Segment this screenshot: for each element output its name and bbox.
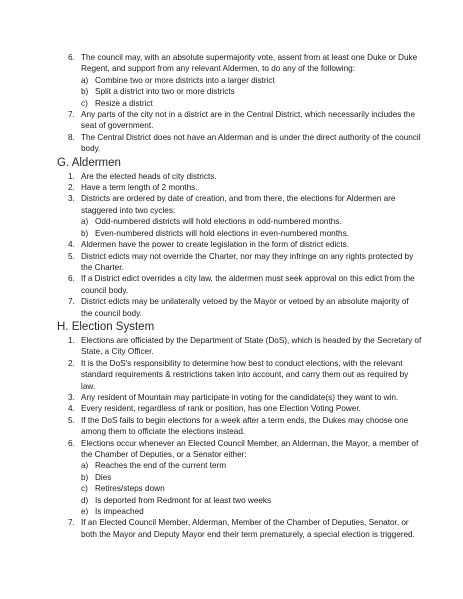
list-item-number: a) — [81, 75, 89, 85]
list-item-number: 7. — [68, 297, 75, 307]
list-item-text: If a District edict overrides a city law, the aldermen must seek approval on this edict from the council body. — [81, 274, 415, 295]
list-item-text: If an Elected Council Member, Alderman, Member of the Chamber of Deputies, Senator, or both the Mayor and Deputy Mayor end their term prematurely, a special election is triggered. — [81, 518, 415, 539]
list-item — [62, 403, 422, 414]
sub-list-item — [62, 483, 422, 494]
list-item — [62, 239, 422, 250]
sub-list-item — [62, 98, 422, 109]
list-item — [62, 438, 422, 461]
list-item — [62, 193, 422, 216]
list-item — [62, 273, 422, 296]
list-item-text: Elections are officiated by the Department of State (DoS), which is headed by the Secretary of State, a City Officer. — [81, 335, 422, 357]
list-item-text: Have a term length of 2 months. — [81, 183, 198, 193]
list-item-number: 3. — [68, 392, 75, 402]
list-item-text: Are the elected heads of city districts. — [81, 171, 217, 181]
list-item-number: 1. — [68, 335, 75, 345]
list-item-number: 8. — [68, 132, 75, 142]
section-1 — [57, 156, 422, 319]
sub-list-item — [62, 228, 422, 239]
list-item-number: 5. — [68, 415, 75, 425]
list-item-number: 2. — [68, 358, 75, 368]
list-item-number: c) — [81, 98, 88, 108]
list-item-number: a) — [81, 217, 89, 227]
list-item-number: b) — [81, 472, 89, 482]
sub-list-item — [62, 216, 422, 227]
sub-list-item — [62, 506, 422, 517]
list-item-number: 6. — [68, 438, 75, 448]
list-item-text: Aldermen have the power to create legislation in the form of district edicts. — [81, 240, 350, 250]
list-item-text: Dies — [95, 472, 112, 482]
list-item-text: Districts are ordered by date of creation, and from there, the elections for Aldermen are staggered into two cycles: — [81, 194, 396, 215]
list-item — [62, 392, 422, 403]
list-item — [62, 335, 422, 358]
list-item-number: 4. — [68, 404, 75, 414]
list-item-text: District edicts may be unilaterally vetoed by the Mayor or vetoed by an absolute majority of the council body. — [81, 297, 409, 318]
list-item-number: 2. — [68, 183, 75, 193]
sub-list-item — [62, 495, 422, 506]
list-item-text: Odd-numbered districts will hold elections in odd-numbered months. — [95, 217, 342, 227]
section-2 — [57, 320, 422, 540]
section-heading: G. Aldermen — [57, 156, 121, 169]
list-item-text: The Central District does not have an Alderman and is under the direct authority of the council body. — [81, 132, 421, 154]
list-item-text: Every resident, regardless of rank or position, has one Election Voting Power. — [81, 404, 361, 414]
section-heading: H. Election System — [57, 320, 155, 333]
list-item-number: 5. — [68, 251, 75, 261]
list-item-number: b) — [81, 87, 89, 97]
list-item — [62, 251, 422, 274]
list-item-text: Retires/steps down — [95, 484, 165, 494]
list-item — [62, 182, 422, 193]
list-item-number: 4. — [68, 240, 75, 250]
list-item — [62, 358, 422, 392]
list-item-number: 7. — [68, 518, 75, 528]
list-item-text: If the DoS fails to begin elections for a week after a term ends, the Dukes may choose one among them to officiate the elections instead. — [81, 415, 409, 437]
document-body — [57, 52, 422, 540]
list-item-number: e) — [81, 507, 89, 517]
list-item-text: Any parts of the city not in a district are in the Central District, which necessarily includes the seat of government. — [81, 110, 416, 131]
list-item-number: c) — [81, 484, 88, 494]
list-item-text: Even-numbered districts will hold elections in even-numbered months. — [95, 228, 349, 238]
list-item-number: a) — [81, 461, 89, 471]
list-item — [62, 132, 422, 155]
sub-list-item — [62, 86, 422, 97]
list-item-text: District edicts may not override the Charter, nor may they infringe on any rights protected by the Charter. — [81, 251, 414, 272]
list-item-number: b) — [81, 228, 89, 238]
sub-list-item — [62, 472, 422, 483]
list-item-text: Any resident of Mountain may participate in voting for the candidate(s) they want to win. — [81, 392, 399, 402]
list-item-text: Is impeached — [95, 507, 144, 517]
list-item-text: Is deported from Redmont for at least two weeks — [95, 495, 272, 505]
list-item-text: Reaches the end of the current term — [95, 461, 227, 471]
list-item-number: 1. — [68, 171, 75, 181]
section-0 — [62, 52, 422, 155]
list-item — [62, 415, 422, 438]
list-item-number: 3. — [68, 194, 75, 204]
list-item-text: Resize a district — [95, 98, 153, 108]
sub-list-item — [62, 75, 422, 86]
sub-list-item — [62, 460, 422, 471]
list-item — [62, 109, 422, 132]
list-item-number: 6. — [68, 274, 75, 284]
list-item-text: It is the DoS's responsibility to determine how best to conduct elections, with the relevant standard requirements & restrictions taken into account, and carry them out as required by law. — [81, 358, 409, 391]
list-item-text: Elections occur whenever an Elected Council Member, an Alderman, the Mayor, a member of the Chamber of Deputies, or a Senator either: — [81, 438, 419, 459]
list-item-number: d) — [81, 495, 89, 505]
list-item-number: 7. — [68, 110, 75, 120]
list-item-text: The council may, with an absolute supermajority vote, assent from at least one Duke or Duke Regent, and support from any relevant Aldermen, to do any of the following: — [81, 53, 418, 74]
list-item-text: Split a district into two or more districts — [95, 87, 235, 97]
list-item — [62, 296, 422, 319]
list-item — [62, 52, 422, 75]
list-item — [62, 517, 422, 540]
list-item — [62, 171, 422, 182]
list-item-number: 6. — [68, 53, 75, 62]
list-item-text: Combine two or more districts into a larger district — [95, 75, 275, 85]
